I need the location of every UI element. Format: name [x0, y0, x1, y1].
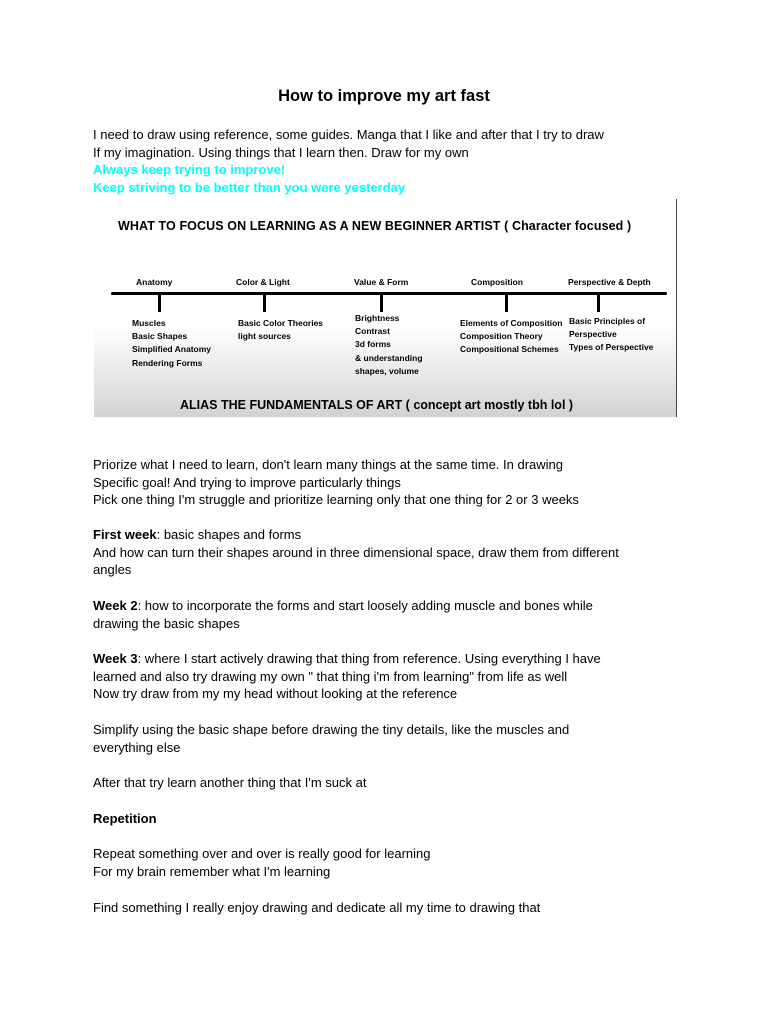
week-2-line-2: drawing the basic shapes: [93, 615, 240, 631]
week-3-text: : where I start actively drawing that thing from reference. Using everything I have: [137, 651, 601, 666]
after-paragraph: After that try learn another thing that I'm suck at: [93, 775, 367, 790]
week-1-label: First week: [93, 527, 157, 542]
list-item: light sources: [238, 331, 291, 342]
color-light-items: [238, 317, 323, 343]
anatomy-items: [132, 317, 211, 370]
week-2-label: Week 2: [93, 598, 138, 613]
list-item: 3d forms: [355, 339, 391, 350]
page-title: How to improve my art fast: [278, 87, 490, 105]
list-item: Basic Shapes: [132, 331, 188, 342]
intro-line-2: If my imagination. Using things that I learn then. Draw for my own: [93, 144, 469, 160]
highlight-line-2: Keep striving to be better than you were yesterday: [93, 179, 406, 195]
week-3-paragraph: [93, 650, 693, 703]
week-1-line-2: And how can turn their shapes around in three dimensional space, draw them from different: [93, 544, 619, 560]
figure-caption: ALIAS THE FUNDAMENTALS OF ART ( concept art mostly tbh lol ): [180, 398, 574, 412]
timeline-bar: [111, 292, 667, 295]
week-3-label: Week 3: [93, 651, 138, 666]
composition-items: [460, 317, 562, 357]
figure-title: WHAT TO FOCUS ON LEARNING AS A NEW BEGINNER ARTIST ( Character focused ): [118, 219, 632, 233]
fundamentals-figure: [94, 199, 677, 417]
repeat-paragraph: [93, 845, 693, 880]
week-2-text: : how to incorporate the forms and start loosely adding muscle and bones while: [137, 598, 593, 613]
priority-line-2: Specific goal! And trying to improve particularly things: [93, 474, 401, 490]
category-perspective-depth: Perspective & Depth: [568, 277, 651, 287]
list-item: Elements of Composition: [460, 318, 563, 328]
timeline-tick-value-form: [380, 294, 383, 312]
list-item: Perspective: [569, 329, 617, 340]
week-1-line-3: angles: [93, 562, 132, 578]
list-item: Basic Color Theories: [238, 318, 324, 328]
timeline-tick-anatomy: [158, 294, 161, 312]
list-item: shapes, volume: [355, 365, 419, 376]
category-value-form: Value & Form: [354, 277, 409, 287]
list-item: Basic Principles of: [569, 316, 646, 326]
category-color-light: Color & Light: [236, 277, 290, 287]
repetition-heading: Repetition: [93, 811, 157, 826]
value-form-items: [355, 312, 423, 378]
week-3-line-3: Now try draw from my my head without looking at the reference: [93, 686, 458, 702]
week-1-text: : basic shapes and forms: [156, 527, 302, 542]
intro-paragraph: [93, 126, 693, 196]
list-item: Muscles: [132, 318, 166, 328]
intro-line-1: I need to draw using reference, some guides. Manga that I like and after that I try to draw: [93, 127, 604, 142]
list-item: & understanding: [355, 352, 423, 363]
simplify-line-1: Simplify using the basic shape before drawing the tiny details, like the muscles and: [93, 722, 570, 737]
highlight-line-1: Always keep trying to improve!: [93, 162, 286, 178]
timeline-tick-color-light: [263, 294, 266, 312]
list-item: Composition Theory: [460, 331, 543, 342]
category-composition: Composition: [471, 277, 523, 287]
simplify-line-2: everything else: [93, 739, 181, 755]
category-anatomy: Anatomy: [136, 277, 173, 287]
repeat-line-2: For my brain remember what I'm learning: [93, 863, 331, 879]
week-2-paragraph: [93, 597, 693, 632]
week-3-line-2: learned and also try drawing my own " that thing i'm from learning" from life as well: [93, 668, 568, 684]
priority-line-3: Pick one thing I'm struggle and prioritize learning only that one thing for 2 or 3 weeks: [93, 492, 579, 508]
priority-line-1: Priorize what I need to learn, don't learn many things at the same time. In drawing: [93, 457, 564, 472]
repeat-line-1: Repeat something over and over is really good for learning: [93, 846, 431, 861]
list-item: Rendering Forms: [132, 357, 203, 368]
list-item: Compositional Schemes: [460, 344, 559, 355]
perspective-items: [569, 315, 653, 355]
list-item: Simplified Anatomy: [132, 344, 212, 355]
timeline-tick-perspective: [597, 294, 600, 312]
simplify-paragraph: [93, 721, 693, 756]
find-paragraph: Find something I really enjoy drawing and dedicate all my time to drawing that: [93, 900, 541, 915]
list-item: Brightness: [355, 313, 400, 323]
priority-paragraph: [93, 456, 693, 509]
list-item: Types of Perspective: [569, 342, 654, 353]
week-1-paragraph: [93, 526, 693, 579]
timeline-tick-composition: [505, 294, 508, 312]
list-item: Contrast: [355, 326, 390, 337]
